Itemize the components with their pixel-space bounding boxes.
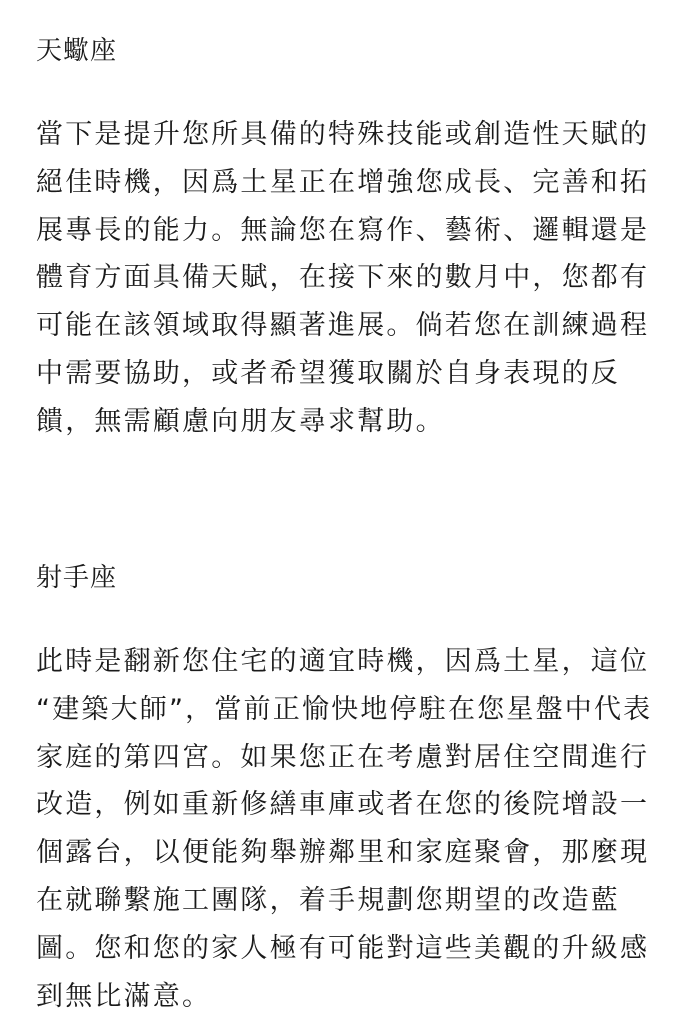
body-line: 可能在該領域取得顯著進展。倘若您在訓練過程 (36, 310, 650, 342)
body-line: 體育方面具備天賦，在接下來的數月中，您都有 (36, 262, 650, 294)
section-heading-scorpio: 天蠍座 (36, 36, 118, 66)
body-line: 絕佳時機，因爲土星正在增強您成長、完善和拓 (36, 166, 650, 198)
section-heading-sagittarius: 射手座 (36, 563, 118, 593)
body-line: 此時是翻新您住宅的適宜時機，因爲土星，這位 (36, 646, 650, 677)
body-line: 改造，例如重新修繕車庫或者在您的後院增設一 (36, 789, 650, 821)
body-line: 中需要協助，或者希望獲取關於自身表現的反 (36, 357, 620, 389)
body-line: 到無比滿意。 (36, 980, 212, 1012)
section-body-scorpio (36, 111, 658, 446)
body-line: 饋，無需顧慮向朋友尋求幫助。 (36, 405, 445, 437)
body-line: 個露台，以便能夠舉辦鄰里和家庭聚會，那麼現 (36, 837, 650, 869)
body-line: “建築大師”，當前正愉快地停駐在您星盤中代表 (36, 693, 653, 725)
body-line: 圖。您和您的家人極有可能對這些美觀的升級感 (36, 932, 650, 964)
body-line: 當下是提升您所具備的特殊技能或創造性天賦的 (36, 119, 650, 150)
body-line: 在就聯繫施工團隊，着手規劃您期望的改造藍 (36, 884, 620, 916)
body-line: 家庭的第四宮。如果您正在考慮對居住空間進行 (36, 741, 650, 773)
body-line: 展專長的能力。無論您在寫作、藝術、邏輯還是 (36, 214, 650, 246)
section-body-sagittarius (36, 638, 658, 1020)
